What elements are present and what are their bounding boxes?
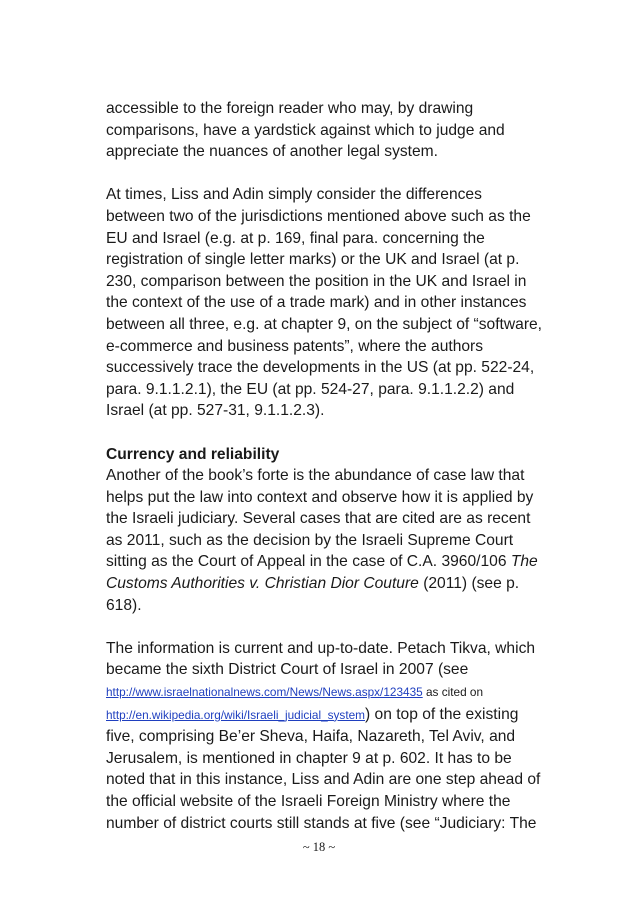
text-segment: (2011) (see p. bbox=[418, 575, 520, 593]
text-line: successively trace the developments in the US (at pp. 522-24, bbox=[106, 359, 535, 377]
text-line bbox=[106, 573, 546, 595]
text-line: Israel (at pp. 527-31, 9.1.1.2.3). bbox=[106, 402, 325, 420]
text-segment: ) on top of the existing bbox=[365, 705, 519, 723]
text-line: accessible to the foreign reader who may, by drawing bbox=[106, 100, 474, 117]
text-segment: as cited on bbox=[422, 685, 484, 700]
text-segment: sitting as the Court of Appeal in the case of C.A. 3960/106 bbox=[106, 553, 511, 571]
text-line: EU and Israel (e.g. at p. 169, final para. concerning the bbox=[106, 229, 485, 247]
text-line: 230, comparison between the position in the UK and Israel in bbox=[106, 272, 527, 290]
text-line: The information is current and up-to-date. Petach Tikva, which bbox=[106, 639, 536, 657]
section-heading: Currency and reliability bbox=[106, 445, 280, 463]
text-line: the context of the use of a trade mark) and in other instances bbox=[106, 294, 527, 312]
text-line bbox=[106, 551, 546, 573]
text-line: Jerusalem, is mentioned in chapter 9 at p. 602. It has to be bbox=[106, 749, 512, 767]
page-number: ~ 18 ~ bbox=[302, 840, 336, 854]
text-line: between all three, e.g. at chapter 9, on the subject of “software, bbox=[106, 315, 543, 333]
body-text bbox=[106, 98, 546, 856]
text-line: para. 9.1.1.2.1), the EU (at pp. 524-27, para. 9.1.1.2.2) and bbox=[106, 380, 515, 398]
text-line: five, comprising Be’er Sheva, Haifa, Nazareth, Tel Aviv, and bbox=[106, 728, 516, 746]
text-line: registration of single letter marks) or the UK and Israel (at p. bbox=[106, 251, 520, 269]
text-line: Another of the book’s forte is the abundance of case law that bbox=[106, 467, 525, 485]
case-name-italic: The bbox=[510, 553, 538, 571]
paragraph-4 bbox=[106, 638, 546, 834]
text-line bbox=[106, 681, 546, 704]
text-line: 618). bbox=[106, 596, 142, 614]
text-line: helps put the law into context and observe how it is applied by bbox=[106, 488, 534, 506]
israelnationalnews-link[interactable]: http://www.israelnationalnews.com/News/News.aspx/123435 bbox=[106, 685, 423, 700]
text-line: noted that in this instance, Liss and Adin are one step ahead of bbox=[106, 771, 541, 789]
paragraph-1 bbox=[106, 98, 546, 163]
text-line: comparisons, have a yardstick against which to judge and bbox=[106, 121, 505, 139]
wikipedia-link[interactable]: http://en.wikipedia.org/wiki/Israeli_judicial_system bbox=[106, 707, 365, 722]
text-line: between two of the jurisdictions mentioned above such as the bbox=[106, 207, 531, 225]
text-line: became the sixth District Court of Israel in 2007 (see bbox=[106, 661, 469, 679]
text-line: the Israeli judiciary. Several cases that are cited are as recent bbox=[106, 510, 531, 528]
text-line: as 2011, such as the decision by the Israeli Supreme Court bbox=[106, 531, 514, 549]
text-line: appreciate the nuances of another legal system. bbox=[106, 143, 439, 161]
case-name-italic: Customs Authorities v. Christian Dior Couture bbox=[106, 575, 419, 593]
text-line bbox=[106, 704, 546, 727]
text-line: At times, Liss and Adin simply consider the differences bbox=[106, 186, 482, 204]
text-line: e-commerce and business patents”, where the authors bbox=[106, 337, 484, 355]
text-line: number of district courts still stands at five (see “Judiciary: The bbox=[106, 814, 537, 832]
paragraph-3 bbox=[106, 444, 546, 617]
paragraph-2 bbox=[106, 184, 546, 422]
text-line: the official website of the Israeli Foreign Ministry where the bbox=[106, 793, 511, 810]
